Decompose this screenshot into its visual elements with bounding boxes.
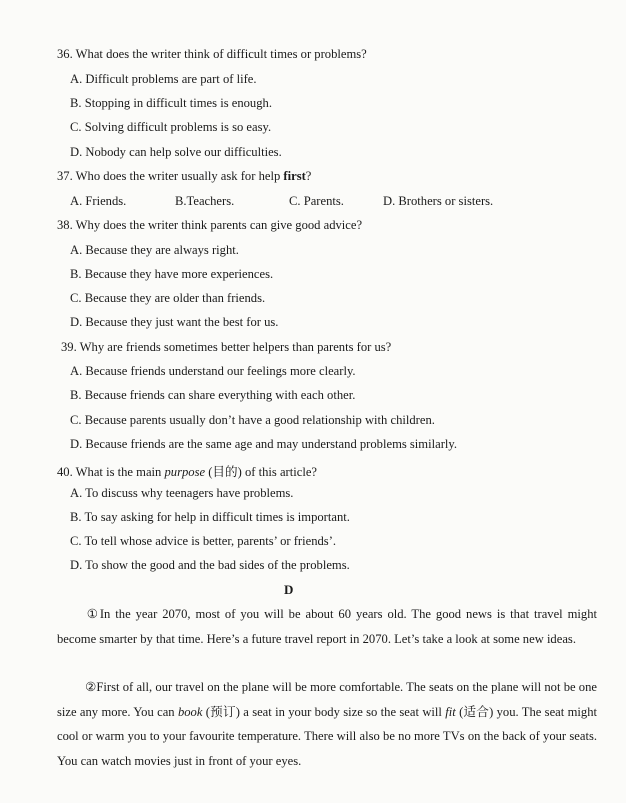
question-39-stem: 39. Why are friends sometimes better helpers than parents for us?	[61, 340, 392, 354]
passage-paragraph-2-text-a: ②First of all, our travel on the plane will be more comfortable. The seats on the plane will not be one size any more. You can	[57, 680, 597, 719]
question-36-option-c: C. Solving difficult problems is so easy.	[70, 120, 272, 134]
question-38-option-c: C. Because they are older than friends.	[70, 291, 266, 305]
question-39-option-d: D. Because friends are the same age and may understand problems similarly.	[70, 437, 458, 451]
question-39-option-c: C. Because parents usually don’t have a good relationship with children.	[70, 413, 435, 427]
question-38-stem: 38. Why does the writer think parents can give good advice?	[57, 218, 363, 232]
section-title: D	[284, 582, 294, 597]
question-36-option-a: A. Difficult problems are part of life.	[70, 72, 257, 86]
passage-paragraph-2-text-c: (适合) you. The seat might cool or warm you to your favourite temperature. There will also be no more TVs on the back of your seats. You can watch movies just in front of your eyes.	[57, 704, 597, 768]
question-38-option-a: A. Because they are always right.	[70, 243, 239, 257]
question-40-option-c: C. To tell whose advice is better, parents’ or friends’.	[70, 534, 337, 548]
question-38-option-b: B. Because they have more experiences.	[70, 267, 274, 281]
question-39-option-a: A. Because friends understand our feelings more clearly.	[70, 364, 356, 378]
passage-word-book: book	[177, 704, 203, 719]
passage-paragraph-1	[57, 602, 597, 651]
question-40-option-a: A. To discuss why teenagers have problems.	[70, 486, 294, 500]
question-37-stem-end: ?	[305, 169, 312, 183]
question-37-option-a: A. Friends.	[70, 194, 127, 208]
question-37-option-c: C. Parents.	[289, 194, 344, 208]
passage-paragraph-2	[57, 675, 597, 773]
question-40-stem-end: (目的) of this article?	[205, 465, 317, 479]
question-37-stem-text: 37. Who does the writer usually ask for help	[57, 169, 284, 183]
question-37-option-d: D. Brothers or sisters.	[383, 194, 494, 208]
question-40-stem-emphasis: purpose	[164, 465, 206, 479]
question-36-option-d: D. Nobody can help solve our difficulties.	[70, 145, 282, 159]
question-37-option-b: B.Teachers.	[175, 194, 235, 208]
passage-paragraph-2-text-b: (预订) a seat in your body size so the seat will	[202, 704, 446, 719]
question-37-stem-emphasis: first	[283, 169, 306, 183]
question-40-option-d: D. To show the good and the bad sides of the problems.	[70, 558, 350, 572]
question-37-stem	[57, 169, 311, 184]
question-40-stem	[57, 461, 317, 480]
question-36-option-b: B. Stopping in difficult times is enough.	[70, 96, 272, 110]
question-36-stem: 36. What does the writer think of difficult times or problems?	[57, 47, 367, 61]
question-38-option-d: D. Because they just want the best for us.	[70, 315, 279, 329]
passage-paragraph-1-text: ①In the year 2070, most of you will be about 60 years old. The good news is that travel might become smarter by that time. Here’s a future travel report in 2070. Let’s take a look at some new ideas.	[57, 607, 597, 646]
passage-word-fit: fit	[445, 704, 456, 719]
question-40-stem-text: 40. What is the main	[57, 465, 165, 479]
question-40-option-b: B. To say asking for help in difficult times is important.	[70, 510, 350, 524]
question-39-option-b: B. Because friends can share everything with each other.	[70, 388, 356, 402]
